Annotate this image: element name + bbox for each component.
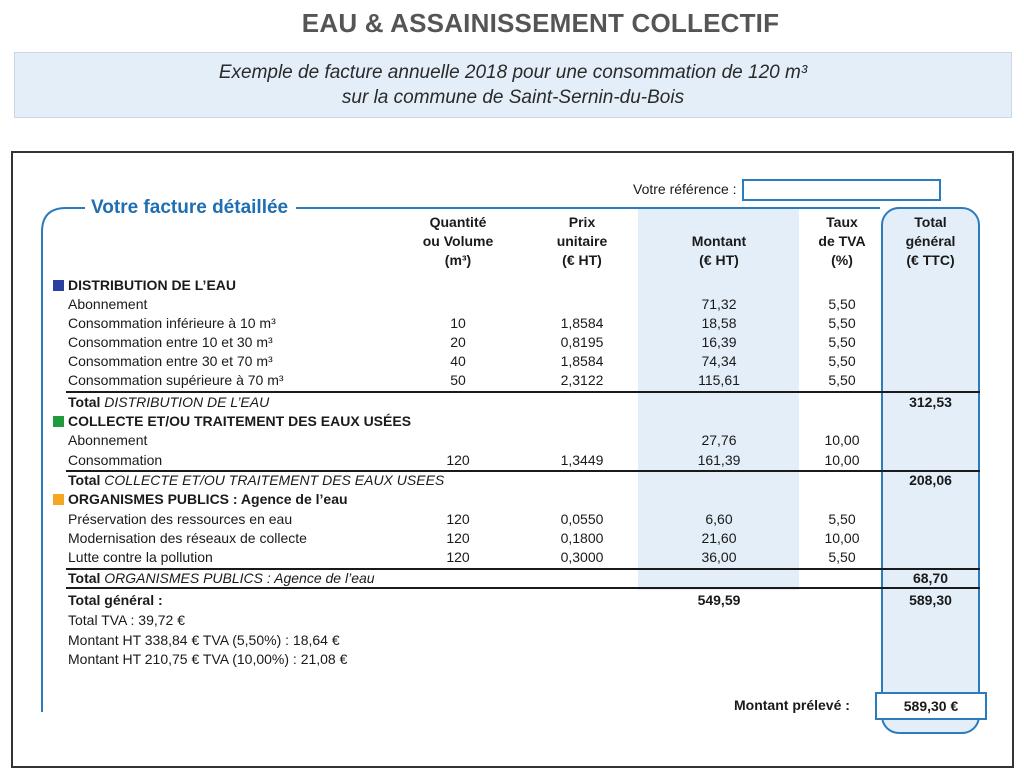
row-quantity: 120 <box>446 452 470 468</box>
prelevement-label: Montant prélevé : <box>734 697 850 713</box>
table-row <box>0 451 1024 470</box>
section-total-label <box>68 569 375 588</box>
section-name: COLLECTE ET/OU TRAITEMENT DES EAUX USÉES <box>68 413 412 429</box>
row-quantity: 20 <box>450 334 466 350</box>
row-label: Consommation entre 30 et 70 m³ <box>68 353 273 369</box>
row-amount: 36,00 <box>701 549 737 565</box>
row-vat-rate: 5,50 <box>828 511 856 527</box>
vat-10-note: Montant HT 210,75 € TVA (10,00%) : 21,08 € <box>68 651 348 667</box>
row-vat-rate: 5,50 <box>828 334 856 350</box>
header-grand-total-line: Total <box>914 214 947 230</box>
total-section-name: ORGANISMES PUBLICS : Agence de l’eau <box>104 570 375 586</box>
header-grand-total-line: général <box>905 233 956 249</box>
row-unit-price: 0,1800 <box>560 530 604 546</box>
section-total-row <box>0 569 1024 588</box>
row-amount: 115,61 <box>698 372 740 388</box>
row-vat-rate: 5,50 <box>828 549 856 565</box>
organismes-color-square <box>53 494 64 505</box>
header-quantity-line: Quantité <box>429 214 487 230</box>
section-title: Votre facture détaillée <box>85 197 294 219</box>
section-total-label <box>68 471 444 490</box>
row-quantity: 40 <box>450 353 466 369</box>
total-prefix: Total <box>68 472 105 488</box>
header-unit-price-line: (€ HT) <box>562 252 602 268</box>
row-label: Abonnement <box>68 296 148 312</box>
row-unit-price: 1,8584 <box>560 315 604 331</box>
header-amount-line: (€ HT) <box>699 252 739 268</box>
row-quantity: 120 <box>446 530 470 546</box>
row-quantity: 50 <box>450 372 466 388</box>
grand-total-label: Total général : <box>68 592 163 608</box>
table-row <box>0 371 1024 390</box>
row-amount: 6,60 <box>705 511 733 527</box>
row-label: Consommation supérieure à 70 m³ <box>68 372 284 388</box>
row-unit-price: 0,0550 <box>560 511 604 527</box>
row-label: Modernisation des réseaux de collecte <box>68 530 307 546</box>
grand-total-row <box>0 591 1024 610</box>
section-name: DISTRIBUTION DE L’EAU <box>68 277 237 293</box>
row-quantity: 120 <box>446 549 470 565</box>
row-label: Consommation inférieure à 10 m³ <box>68 315 276 331</box>
row-unit-price: 0,3000 <box>560 549 604 565</box>
section-total-row <box>0 393 1024 412</box>
table-row <box>0 295 1024 314</box>
collecte-color-square <box>53 416 64 427</box>
header-unit-price-line: Prix <box>568 214 596 230</box>
header-unit-price-line: unitaire <box>556 233 608 249</box>
header-grand-total-line: (€ TTC) <box>906 252 955 268</box>
row-amount: 74,34 <box>701 353 737 369</box>
row-vat-rate: 5,50 <box>828 315 856 331</box>
header-amount-line: Montant <box>691 233 747 249</box>
row-label: Préservation des ressources en eau <box>68 511 293 527</box>
distribution-color-square <box>53 280 64 291</box>
header-quantity-line: (m³) <box>444 252 472 268</box>
prelevement-amount: 589,30 € <box>875 692 987 720</box>
total-prefix: Total <box>68 570 105 586</box>
grand-total-amount-ht: 549,59 <box>697 592 741 608</box>
row-vat-rate: 10,00 <box>824 452 860 468</box>
row-vat-rate: 10,00 <box>824 530 860 546</box>
table-row <box>0 352 1024 371</box>
reference-field[interactable] <box>742 179 941 201</box>
header-vat-rate-line: Taux <box>826 214 858 230</box>
row-vat-rate: 5,50 <box>828 296 856 312</box>
header-amount <box>669 232 769 270</box>
table-row <box>0 548 1024 567</box>
section-heading-organismes <box>0 490 1024 509</box>
section-heading-distribution <box>0 276 1024 295</box>
row-quantity: 120 <box>446 511 470 527</box>
section-name: ORGANISMES PUBLICS : Agence de l’eau <box>68 491 348 507</box>
header-grand-total <box>881 213 980 270</box>
section-total-value: 68,70 <box>912 570 949 586</box>
table-row <box>0 314 1024 333</box>
header-vat-rate <box>792 213 892 270</box>
row-vat-rate: 5,50 <box>828 353 856 369</box>
row-label: Abonnement <box>68 432 148 448</box>
page-title: EAU & ASSAINISSEMENT COLLECTIF <box>301 8 780 38</box>
grand-total-amount-ttc: 589,30 <box>909 592 952 608</box>
section-total-value: 208,06 <box>909 472 952 488</box>
header-unit-price <box>532 213 632 270</box>
subtitle-line-2: sur la commune de Saint-Sernin-du-Bois <box>341 87 685 108</box>
header-quantity-line: ou Volume <box>422 233 494 249</box>
section-total-value: 312,53 <box>909 394 952 410</box>
header-quantity <box>408 213 508 270</box>
section-heading-collecte <box>0 412 1024 431</box>
header-vat-rate-line: (%) <box>831 252 853 268</box>
row-vat-rate: 10,00 <box>824 432 860 448</box>
vat-total-note: Total TVA : 39,72 € <box>68 612 186 628</box>
row-unit-price: 1,8584 <box>560 353 604 369</box>
row-amount: 21,60 <box>701 530 737 546</box>
row-amount: 16,39 <box>701 334 737 350</box>
total-section-name: DISTRIBUTION DE L’EAU <box>104 394 270 410</box>
row-amount: 71,32 <box>701 296 737 312</box>
section-total-row <box>0 471 1024 490</box>
total-section-name: COLLECTE ET/OU TRAITEMENT DES EAUX USEES <box>104 472 445 488</box>
row-unit-price: 0,8195 <box>560 334 604 350</box>
subtitle-banner <box>14 52 1012 118</box>
row-amount: 27,76 <box>701 432 737 448</box>
row-label: Lutte contre la pollution <box>68 549 213 565</box>
total-prefix: Total <box>68 394 105 410</box>
row-quantity: 10 <box>450 315 466 331</box>
table-row <box>0 529 1024 548</box>
row-unit-price: 2,3122 <box>560 372 604 388</box>
table-row <box>0 510 1024 529</box>
row-label: Consommation <box>68 452 163 468</box>
row-unit-price: 1,3449 <box>560 452 604 468</box>
row-amount: 161,39 <box>697 452 741 468</box>
vat-5-5-note: Montant HT 338,84 € TVA (5,50%) : 18,64 € <box>68 632 340 648</box>
table-row <box>0 333 1024 352</box>
grand-total-divider <box>66 587 980 589</box>
table-row <box>0 431 1024 450</box>
row-vat-rate: 5,50 <box>828 372 856 388</box>
header-vat-rate-line: de TVA <box>818 233 866 249</box>
subtitle-line-1: Exemple de facture annuelle 2018 pour une consommation de 120 m³ <box>218 62 808 83</box>
reference-label: Votre référence : <box>633 181 737 197</box>
row-label: Consommation entre 10 et 30 m³ <box>68 334 273 350</box>
row-amount: 18,58 <box>701 315 737 331</box>
section-total-label <box>68 393 269 412</box>
